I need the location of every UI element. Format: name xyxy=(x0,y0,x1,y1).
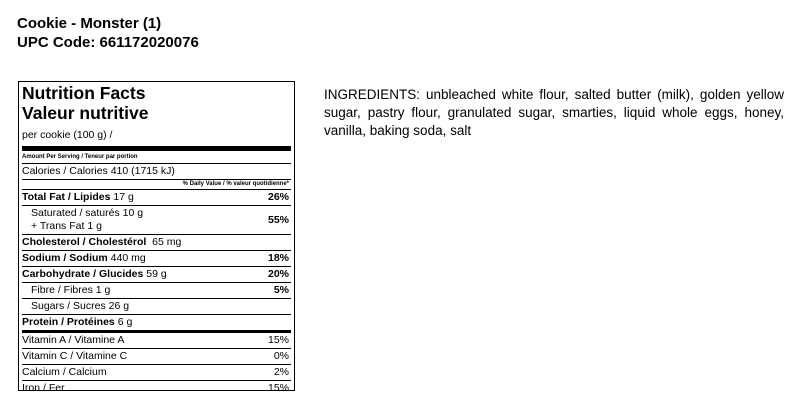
ingredients-text: INGREDIENTS: unbleached white flour, salted butter (milk), golden yellow sugar, pastry flour, granulated sugar, smarties, liquid whole eggs, honey, vanilla, baking soda, salt xyxy=(324,87,784,138)
fibre-row xyxy=(22,283,291,298)
carbohydrate-label: Carbohydrate / Glucides xyxy=(22,268,144,280)
trans-fat: + Trans Fat 1 g xyxy=(31,220,102,232)
protein-row xyxy=(22,315,291,330)
calcium-label: Calcium / Calcium xyxy=(22,366,107,378)
total-fat-label: Total Fat / Lipides xyxy=(22,191,111,203)
protein-amount: 6 g xyxy=(117,316,133,328)
vitamin-c-label: Vitamin C / Vitamine C xyxy=(22,350,128,362)
iron-pct: 15% xyxy=(267,382,289,394)
saturated-amount: 10 g xyxy=(122,207,144,219)
total-fat-row xyxy=(22,190,291,205)
sodium-pct: 18% xyxy=(267,252,289,264)
sodium-row xyxy=(22,251,291,266)
calcium-pct: 2% xyxy=(273,366,289,378)
vitamin-a-label: Vitamin A / Vitamine A xyxy=(22,334,125,346)
calories-row xyxy=(22,164,291,179)
product-name: Cookie - Monster (1) xyxy=(17,15,162,32)
vitamin-c-row xyxy=(22,349,291,364)
product-header xyxy=(17,15,199,52)
sugars-label: Sugars / Sucres 26 g xyxy=(31,300,130,312)
sugars-row xyxy=(22,299,291,314)
total-fat-pct: 26% xyxy=(267,191,289,203)
saturated-label: Saturated / saturés xyxy=(31,207,120,219)
daily-value-header xyxy=(22,180,291,189)
saturated-pct: 55% xyxy=(267,214,289,226)
daily-value-header-label: % Daily Value / % valeur quotidienne* xyxy=(182,181,289,187)
sodium-label: Sodium / Sodium xyxy=(22,252,108,264)
upc-code: UPC Code: 661172020076 xyxy=(17,34,199,51)
carbohydrate-pct: 20% xyxy=(267,268,289,280)
calcium-row xyxy=(22,365,291,380)
carbohydrate-row xyxy=(22,267,291,282)
vitamin-a-row xyxy=(22,333,291,348)
cholesterol-label: Cholesterol / Cholestérol xyxy=(22,236,147,248)
amount-per-serving: Amount Per Serving / Teneur par portion xyxy=(22,154,138,160)
nutrition-facts-panel xyxy=(18,81,295,394)
vitamin-a-pct: 15% xyxy=(267,334,289,346)
cholesterol-amount: 65 mg xyxy=(152,236,182,248)
sodium-amount: 440 mg xyxy=(110,252,146,264)
fibre-pct: 5% xyxy=(273,284,289,296)
nutrition-facts-title: Nutrition Facts xyxy=(22,83,146,103)
iron-label: Iron / Fer xyxy=(22,382,65,394)
carbohydrate-amount: 59 g xyxy=(146,268,167,280)
fibre-label: Fibre / Fibres 1 g xyxy=(31,284,111,296)
protein-label: Protein / Protéines xyxy=(22,316,115,328)
iron-row xyxy=(22,381,291,396)
total-fat-amount: 17 g xyxy=(113,191,134,203)
nutrition-facts-title-fr: Valeur nutritive xyxy=(22,103,149,123)
serving-size: per cookie (100 g) / xyxy=(22,129,113,141)
saturated-fat-row xyxy=(22,206,291,234)
cholesterol-row xyxy=(22,235,291,250)
vitamin-c-pct: 0% xyxy=(273,350,289,362)
calories-label: Calories / Calories 410 (1715 kJ) xyxy=(22,165,175,177)
